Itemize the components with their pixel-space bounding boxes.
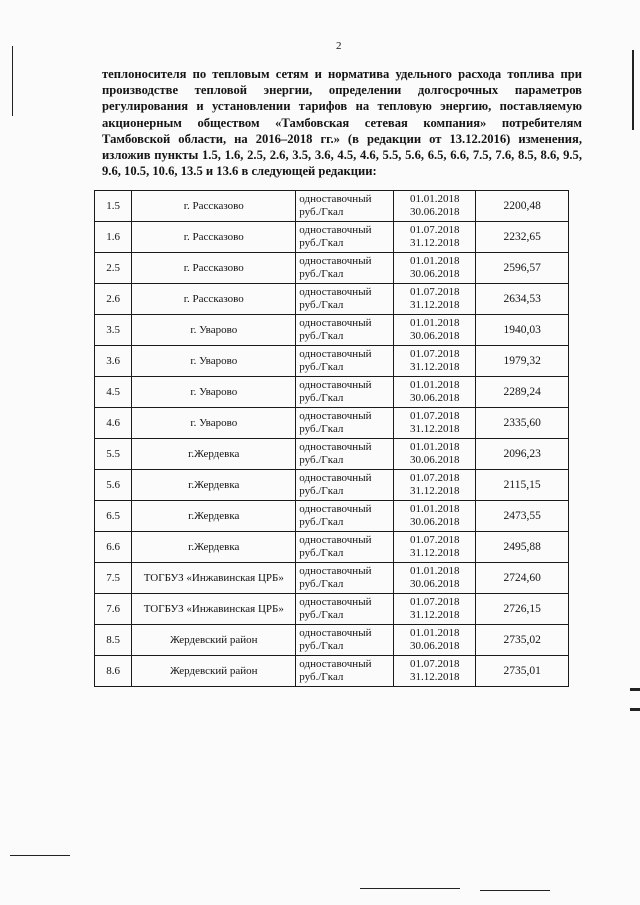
consumer-name: г.Жердевка <box>132 439 296 470</box>
period-end: 30.06.2018 <box>410 640 460 652</box>
intro-paragraph: теплоносителя по тепловым сетям и норматива удельного расхода топлива при производстве тепловой энергии, определении долгосрочных параметров регулирования и установлении тарифов на тепловую энергию, поставляемую акционерным обществом «Тамбовская сетевая компания» потребителям Тамбовской области, на 2016–2018 гг.» (в редакции от 13.12.2016) изменения, изложив пункты 1.5, 1.6, 2.5, 2.6, 3.5, 3.6, 4.5, 4.6, 5.5, 5.6, 6.5, 6.6, 7.5, 7.6, 8.5, 8.6, 9.5, 9.6, 10.5, 10.6, 13.5 и 13.6 в следующей редакции: <box>102 67 582 179</box>
row-number: 1.5 <box>95 191 132 222</box>
period-end: 31.12.2018 <box>410 361 460 373</box>
consumer-name: г. Рассказово <box>132 191 296 222</box>
period-end: 30.06.2018 <box>410 392 460 404</box>
tariff-value: 1979,32 <box>476 346 569 377</box>
row-number: 8.5 <box>95 625 132 656</box>
consumer-name: Жердевский район <box>132 656 296 687</box>
tariff-table-body <box>95 191 569 687</box>
row-number: 6.5 <box>95 501 132 532</box>
tariff-value: 2495,88 <box>476 532 569 563</box>
table-row <box>95 284 569 315</box>
scan-edge-mark <box>630 708 640 711</box>
scan-edge-mark <box>480 890 550 891</box>
tariff-value: 2289,24 <box>476 377 569 408</box>
row-number: 4.5 <box>95 377 132 408</box>
consumer-name: ТОГБУЗ «Инжавинская ЦРБ» <box>132 594 296 625</box>
page-number: 2 <box>336 40 342 52</box>
tariff-period <box>394 377 476 408</box>
period-end: 30.06.2018 <box>410 206 460 218</box>
table-row <box>95 346 569 377</box>
tariff-period <box>394 594 476 625</box>
tariff-type: одноставочный руб./Гкал <box>296 377 394 408</box>
tariff-period <box>394 284 476 315</box>
tariff-value: 1940,03 <box>476 315 569 346</box>
tariff-period <box>394 346 476 377</box>
row-number: 3.5 <box>95 315 132 346</box>
period-start: 01.07.2018 <box>410 286 460 298</box>
table-row <box>95 501 569 532</box>
row-number: 1.6 <box>95 222 132 253</box>
table-row <box>95 656 569 687</box>
table-row <box>95 222 569 253</box>
consumer-name: г. Уварово <box>132 315 296 346</box>
tariff-type: одноставочный руб./Гкал <box>296 439 394 470</box>
row-number: 6.6 <box>95 532 132 563</box>
period-start: 01.07.2018 <box>410 596 460 608</box>
period-start: 01.07.2018 <box>410 224 460 236</box>
period-end: 30.06.2018 <box>410 268 460 280</box>
scan-edge-mark <box>10 855 70 856</box>
period-end: 31.12.2018 <box>410 237 460 249</box>
row-number: 2.6 <box>95 284 132 315</box>
row-number: 3.6 <box>95 346 132 377</box>
consumer-name: г. Рассказово <box>132 222 296 253</box>
period-start: 01.01.2018 <box>410 379 460 391</box>
row-number: 7.5 <box>95 563 132 594</box>
consumer-name: г. Рассказово <box>132 253 296 284</box>
table-row <box>95 563 569 594</box>
tariff-period <box>394 408 476 439</box>
tariff-type: одноставочный руб./Гкал <box>296 625 394 656</box>
consumer-name: г.Жердевка <box>132 470 296 501</box>
tariff-type: одноставочный руб./Гкал <box>296 470 394 501</box>
row-number: 7.6 <box>95 594 132 625</box>
row-number: 5.6 <box>95 470 132 501</box>
period-start: 01.01.2018 <box>410 255 460 267</box>
table-row <box>95 532 569 563</box>
tariff-type: одноставочный руб./Гкал <box>296 532 394 563</box>
period-start: 01.01.2018 <box>410 193 460 205</box>
tariff-period <box>394 563 476 594</box>
consumer-name: г.Жердевка <box>132 501 296 532</box>
period-end: 30.06.2018 <box>410 330 460 342</box>
period-start: 01.07.2018 <box>410 472 460 484</box>
tariff-period <box>394 439 476 470</box>
period-end: 30.06.2018 <box>410 578 460 590</box>
table-row <box>95 625 569 656</box>
scan-edge-mark <box>360 888 460 889</box>
table-row <box>95 191 569 222</box>
tariff-period <box>394 253 476 284</box>
consumer-name: г.Жердевка <box>132 532 296 563</box>
row-number: 5.5 <box>95 439 132 470</box>
table-row <box>95 377 569 408</box>
row-number: 2.5 <box>95 253 132 284</box>
period-end: 31.12.2018 <box>410 671 460 683</box>
table-row <box>95 439 569 470</box>
tariff-period <box>394 501 476 532</box>
period-end: 31.12.2018 <box>410 485 460 497</box>
period-end: 31.12.2018 <box>410 547 460 559</box>
tariff-type: одноставочный руб./Гкал <box>296 501 394 532</box>
tariff-value: 2596,57 <box>476 253 569 284</box>
tariff-period <box>394 191 476 222</box>
scan-edge-mark <box>632 50 634 130</box>
period-end: 31.12.2018 <box>410 609 460 621</box>
period-start: 01.01.2018 <box>410 565 460 577</box>
row-number: 8.6 <box>95 656 132 687</box>
tariff-period <box>394 222 476 253</box>
table-row <box>95 470 569 501</box>
tariff-type: одноставочный руб./Гкал <box>296 284 394 315</box>
period-start: 01.07.2018 <box>410 534 460 546</box>
tariff-type: одноставочный руб./Гкал <box>296 315 394 346</box>
tariff-type: одноставочный руб./Гкал <box>296 594 394 625</box>
tariff-value: 2726,15 <box>476 594 569 625</box>
tariff-value: 2232,65 <box>476 222 569 253</box>
consumer-name: г. Уварово <box>132 346 296 377</box>
tariff-value: 2473,55 <box>476 501 569 532</box>
period-end: 31.12.2018 <box>410 423 460 435</box>
consumer-name: г. Уварово <box>132 408 296 439</box>
tariff-value: 2115,15 <box>476 470 569 501</box>
scan-edge-mark <box>12 46 13 116</box>
tariff-type: одноставочный руб./Гкал <box>296 253 394 284</box>
period-end: 30.06.2018 <box>410 516 460 528</box>
tariff-value: 2724,60 <box>476 563 569 594</box>
tariff-value: 2735,01 <box>476 656 569 687</box>
period-start: 01.01.2018 <box>410 503 460 515</box>
consumer-name: г. Уварово <box>132 377 296 408</box>
table-row <box>95 315 569 346</box>
row-number: 4.6 <box>95 408 132 439</box>
table-row <box>95 594 569 625</box>
tariff-type: одноставочный руб./Гкал <box>296 191 394 222</box>
consumer-name: г. Рассказово <box>132 284 296 315</box>
consumer-name: Жердевский район <box>132 625 296 656</box>
tariff-period <box>394 656 476 687</box>
tariff-type: одноставочный руб./Гкал <box>296 346 394 377</box>
tariff-value: 2335,60 <box>476 408 569 439</box>
table-row <box>95 408 569 439</box>
period-end: 31.12.2018 <box>410 299 460 311</box>
tariff-value: 2200,48 <box>476 191 569 222</box>
period-start: 01.01.2018 <box>410 317 460 329</box>
table-row <box>95 253 569 284</box>
period-start: 01.07.2018 <box>410 658 460 670</box>
tariff-value: 2735,02 <box>476 625 569 656</box>
tariff-table <box>94 190 569 687</box>
tariff-type: одноставочный руб./Гкал <box>296 656 394 687</box>
tariff-value: 2096,23 <box>476 439 569 470</box>
scan-edge-mark <box>630 688 640 691</box>
period-start: 01.01.2018 <box>410 441 460 453</box>
period-start: 01.01.2018 <box>410 627 460 639</box>
consumer-name: ТОГБУЗ «Инжавинская ЦРБ» <box>132 563 296 594</box>
period-end: 30.06.2018 <box>410 454 460 466</box>
tariff-period <box>394 532 476 563</box>
period-start: 01.07.2018 <box>410 348 460 360</box>
tariff-period <box>394 470 476 501</box>
tariff-type: одноставочный руб./Гкал <box>296 222 394 253</box>
tariff-type: одноставочный руб./Гкал <box>296 563 394 594</box>
period-start: 01.07.2018 <box>410 410 460 422</box>
tariff-period <box>394 625 476 656</box>
tariff-period <box>394 315 476 346</box>
tariff-type: одноставочный руб./Гкал <box>296 408 394 439</box>
tariff-value: 2634,53 <box>476 284 569 315</box>
